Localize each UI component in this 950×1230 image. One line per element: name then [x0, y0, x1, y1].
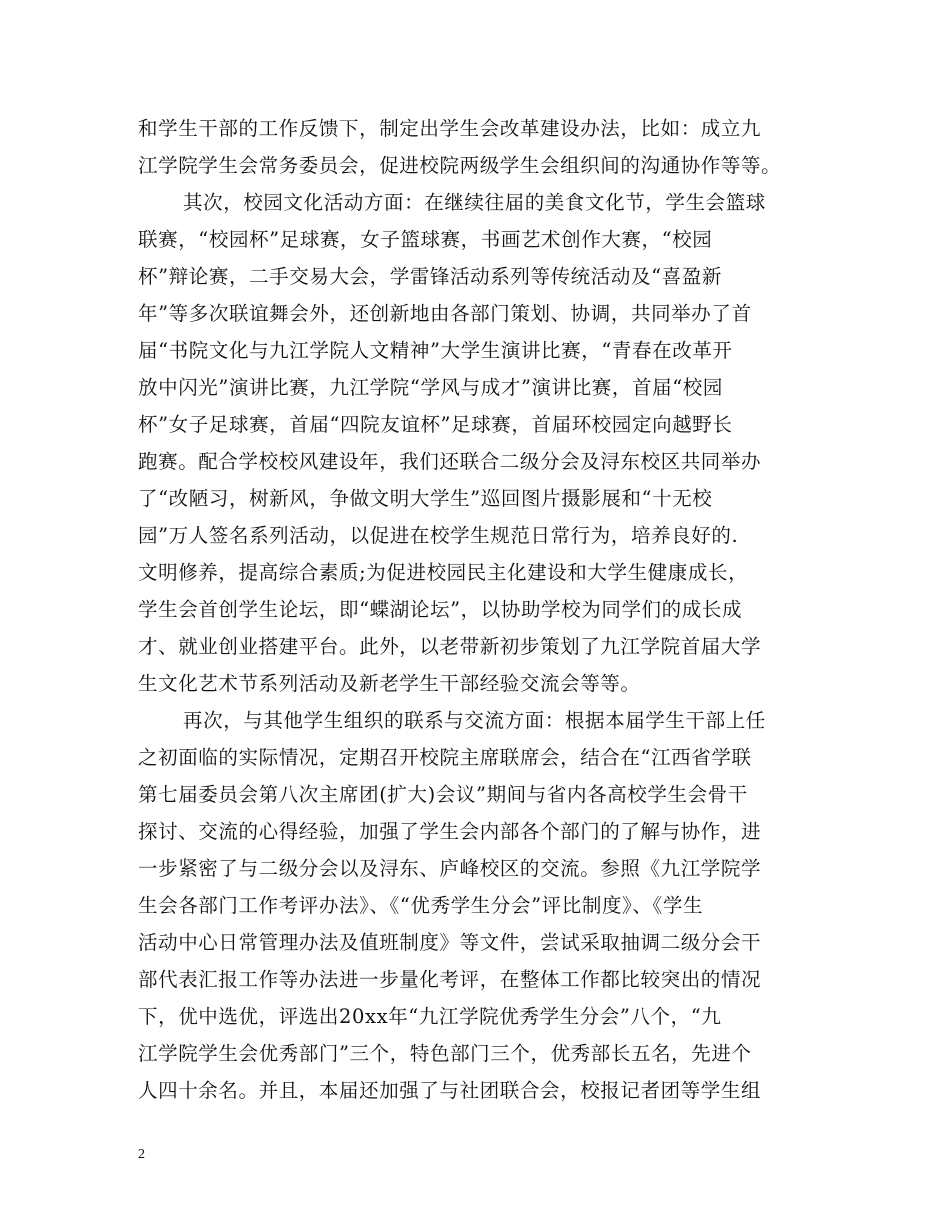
text-line: 杯”辩论赛，二手交易大会，学雷锋活动系列等传统活动及“喜盈新	[138, 265, 722, 288]
text-line: 园”万人签名系列活动，以促进在校学生规范日常行为，培养良好的.	[138, 524, 739, 547]
paragraph-first-line: 再次，与其他学生组织的联系与交流方面：根据本届学生干部上任	[183, 709, 766, 732]
text-line: 跑赛。配合学校校风建设年，我们还联合二级分会及浔东校区共同举办	[138, 450, 762, 473]
text-line: 届“书院文化与九江学院人文精神”大学生演讲比赛，“青春在改革开	[138, 339, 733, 362]
text-line: 第七届委员会第八次主席团(扩大)会议”期间与省内各高校学生会骨干	[138, 783, 748, 806]
text-line: 生文化艺术节系列活动及新老学生干部经验交流会等等。	[138, 672, 641, 695]
text-line: 才、就业创业搭建平台。此外，以老带新初步策划了九江学院首届大学	[138, 635, 762, 658]
text-line: 了“改陋习，树新风，争做文明大学生”巡回图片摄影展和“十无校	[138, 487, 713, 510]
page-number: 2	[138, 1147, 145, 1162]
text-line: 部代表汇报工作等办法进一步量化考评，在整体工作都比较突出的情况	[138, 968, 762, 991]
text-line: 杯”女子足球赛，首届“四院友谊杯”足球赛，首届环校园定向越野长	[138, 413, 733, 436]
text-line: 活动中心日常管理办法及值班制度》等文件，尝试采取抽调二级分会干	[138, 931, 762, 954]
text-line: 文明修养，提高综合素质;为促进校园民主化建设和大学生健康成长，	[138, 561, 749, 584]
text-line: 年”等多次联谊舞会外，还创新地由各部门策划、协调，共同举办了首	[138, 302, 752, 325]
text-line: 联赛，“校园杯”足球赛，女子篮球赛，书画艺术创作大赛，“校园	[138, 228, 713, 251]
text-line: 下，优中选优，评选出20xx年“九江学院优秀学生分会”八个，“九	[138, 1005, 722, 1028]
text-line: 一步紧密了与二级分会以及浔东、庐峰校区的交流。参照《九江学院学	[138, 857, 762, 880]
text-line: 江学院学生会常务委员会，促进校院两级学生会组织间的沟通协作等等。	[138, 154, 782, 177]
text-line: 江学院学生会优秀部门”三个，特色部门三个，优秀部长五名，先进个	[138, 1042, 752, 1065]
text-line: 学生会首创学生论坛，即“蝶湖论坛”，以协助学校为同学们的成长成	[138, 598, 743, 621]
text-line: 之初面临的实际情况，定期召开校院主席联席会，结合在“江西省学联	[138, 746, 752, 769]
body-text	[138, 110, 828, 1109]
text-line: 探讨、交流的心得经验，加强了学生会内部各个部门的了解与协作，进	[138, 820, 762, 843]
text-line: 放中闪光”演讲比赛，九江学院“学风与成才”演讲比赛，首届“校园	[138, 376, 723, 399]
text-line: 和学生干部的工作反馈下，制定出学生会改革建设办法，比如：成立九	[138, 117, 762, 140]
text-line: 生会各部门工作考评办法》、《“优秀学生分会”评比制度》、《学生	[138, 894, 704, 917]
text-line: 人四十余名。并且，本届还加强了与社团联合会，校报记者团等学生组	[138, 1079, 762, 1102]
paragraph-first-line: 其次，校园文化活动方面：在继续往届的美食文化节，学生会篮球	[183, 191, 766, 214]
